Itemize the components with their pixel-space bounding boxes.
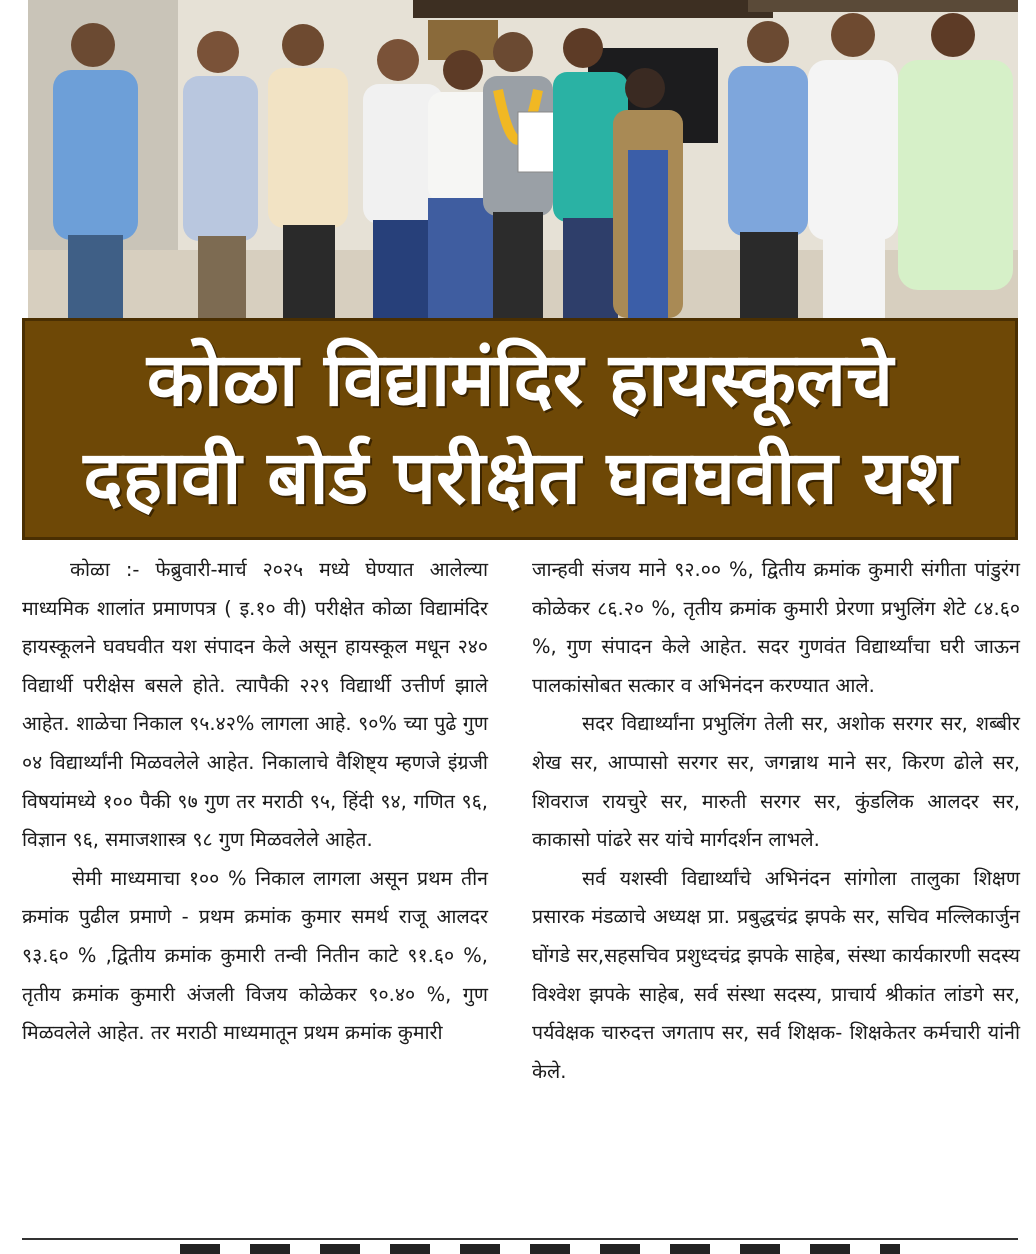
article-column-right [532, 551, 1020, 1091]
group-photo [28, 0, 1018, 318]
cut-off-next-headline [180, 1244, 900, 1254]
article-paragraph: जान्हवी संजय माने ९२.०० %, द्वितीय क्रमांक कुमारी संगीता पांडुरंग कोळेकर ८६.२० %, तृतीय क्रमांक कुमारी प्रेरणा प्रभुलिंग शेटे ८४.६० %, गुण संपादन केले आहेत. सदर गुणवंत विद्यार्थ्यांचा घरी जाऊन पालकांसोबत सत्कार व अभिनंदन करण्यात आले. [532, 558, 1020, 697]
group-photo-illustration [28, 0, 1018, 318]
headline-banner [22, 318, 1018, 540]
article-paragraph: सर्व यशस्वी विद्यार्थ्यांचे अभिनंदन सांगोला तालुका शिक्षण प्रसारक मंडळाचे अध्यक्ष प्रा. प्रबुद्धचंद्र झपके सर, सचिव मल्लिकार्जुन घोंगडे सर,सहसचिव प्रशुध्दचंद्र झपके साहेब, संस्था कार्यकारणी सदस्य विश्वेश झपके साहेब, सर्व संस्था सदस्य, प्राचार्य श्रीकांत लांडगे सर, पर्यवेक्षक चारुदत्त जगताप सर, सर्व शिक्षक- शिक्षकेतर कर्मचारी यांनी केले. [532, 866, 1020, 1083]
article-paragraph: सेमी माध्यमाचा १०० % निकाल लागला असून प्रथम तीन क्रमांक पुढील प्रमाणे - प्रथम क्रमांक कुमार समर्थ राजू आलदर ९३.६० % ,द्वितीय क्रमांक कुमारी तन्वी नितीन काटे ९१.६० %, तृतीय क्रमांक कुमारी अंजली विजय कोळेकर ९०.४० %, गुण मिळवलेले आहेत. तर मराठी माध्यमातून प्रथम क्रमांक कुमारी [22, 866, 488, 1045]
headline-line-2: दहावी बोर्ड परीक्षेत घवघवीत यश [83, 435, 957, 521]
headline-line-1: कोळा विद्यामंदिर हायस्कूलचे [146, 337, 894, 423]
article-paragraph: सदर विद्यार्थ्यांना प्रभुलिंग तेली सर, अशोक सरगर सर, शब्बीर शेख सर, आप्पासो सरगर सर, जगन्नाथ माने सर, किरण ढोले सर, शिवराज रायचुरे सर, मारुती सरगर सर, कुंडलिक आलदर सर, काकासो पांढरे सर यांचे मार्गदर्शन लाभले. [532, 712, 1020, 852]
article-column-left [22, 551, 488, 1053]
divider [22, 1238, 1018, 1240]
article-paragraph: कोळा :- फेब्रुवारी-मार्च २०२५ मध्ये घेण्यात आलेल्या माध्यमिक शालांत प्रमाणपत्र ( इ.१० वी) परीक्षेत कोळा विद्यामंदिर हायस्कूलने घवघवीत यश संपादन केले असून हायस्कूल मधून २४० विद्यार्थी परीक्षेस बसले होते. त्यापैकी २२९ विद्यार्थी उत्तीर्ण झाले आहेत. शाळेचा निकाल ९५.४२% लागला आहे. ९०% च्या पुढे गुण ०४ विद्यार्थ्यांनी मिळवलेले आहेत. निकालाचे वैशिष्ट्य म्हणजे इंग्रजी विषयांमध्ये १०० पैकी ९७ गुण तर मराठी ९५, हिंदी ९४, गणित ९६, विज्ञान ९६, समाजशास्त्र ९८ गुण मिळवलेले आहेत. [22, 558, 488, 852]
